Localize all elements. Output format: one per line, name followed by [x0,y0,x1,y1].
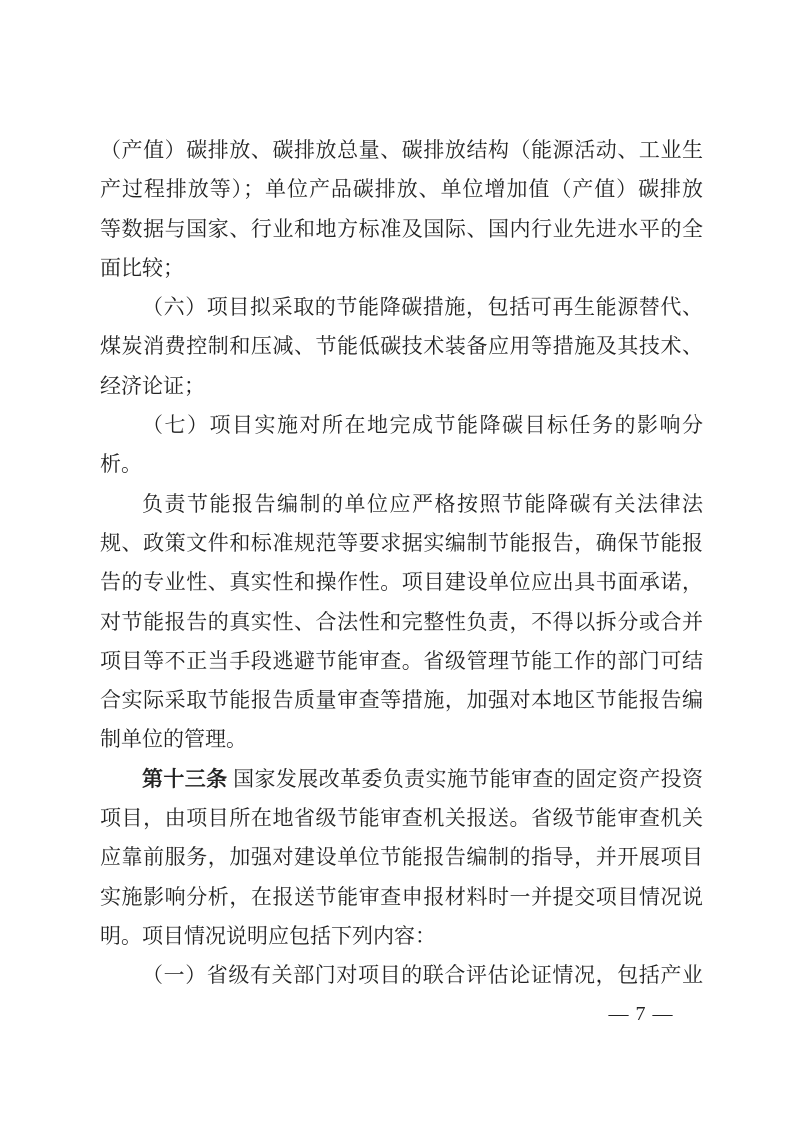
document-line: 对节能报告的真实性、合法性和完整性负责，不得以拆分或合并 [100,609,703,634]
document-line: 项目等不正当手段逃避节能审查。省级管理节能工作的部门可结 [100,648,703,673]
document-line: 析。 [100,452,142,477]
document-line: 面比较； [100,255,184,280]
document-line: 经济论证； [100,373,205,398]
document-line: 规、政策文件和标准规范等要求据实编制节能报告，确保节能报 [100,530,703,555]
document-line: （七）项目实施对所在地完成节能降碳目标任务的影响分 [142,413,703,438]
document-line: 合实际采取节能报告质量审查等措施，加强对本地区节能报告编 [100,688,703,713]
document-line: 告的专业性、真实性和操作性。项目建设单位应出具书面承诺， [100,570,703,595]
document-line: （一）省级有关部门对项目的联合评估论证情况，包括产业 [142,963,703,988]
document-line: 实施影响分析，在报送节能审查申报材料时一并提交项目情况说 [100,884,703,909]
document-line: 负责节能报告编制的单位应严格按照节能降碳有关法律法 [142,491,703,516]
document-line: 第十三条 国家发展改革委负责实施节能审查的固定资产投资 [142,766,703,791]
document-line: 项目，由项目所在地省级节能审查机关报送。省级节能审查机关 [100,806,703,831]
page-number: — 7 — [608,1003,674,1025]
document-line: 应靠前服务，加强对建设单位节能报告编制的指导，并开展项目 [100,845,703,870]
document-line: 制单位的管理。 [100,727,247,752]
document-line: （六）项目拟采取的节能降碳措施，包括可再生能源替代、 [142,295,703,320]
document-line: 产过程排放等）；单位产品碳排放、单位增加值（产值）碳排放 [100,177,703,202]
document-line: 煤炭消费控制和压减、节能低碳技术装备应用等措施及其技术、 [100,334,703,359]
document-body [100,131,703,996]
article-number-bold: 第十三条 [142,766,228,791]
document-line: 明。项目情况说明应包括下列内容： [100,923,436,948]
document-line: （产值）碳排放、碳排放总量、碳排放结构（能源活动、工业生 [100,138,703,162]
document-line: 等数据与国家、行业和地方标准及国际、国内行业先进水平的全 [100,216,703,241]
